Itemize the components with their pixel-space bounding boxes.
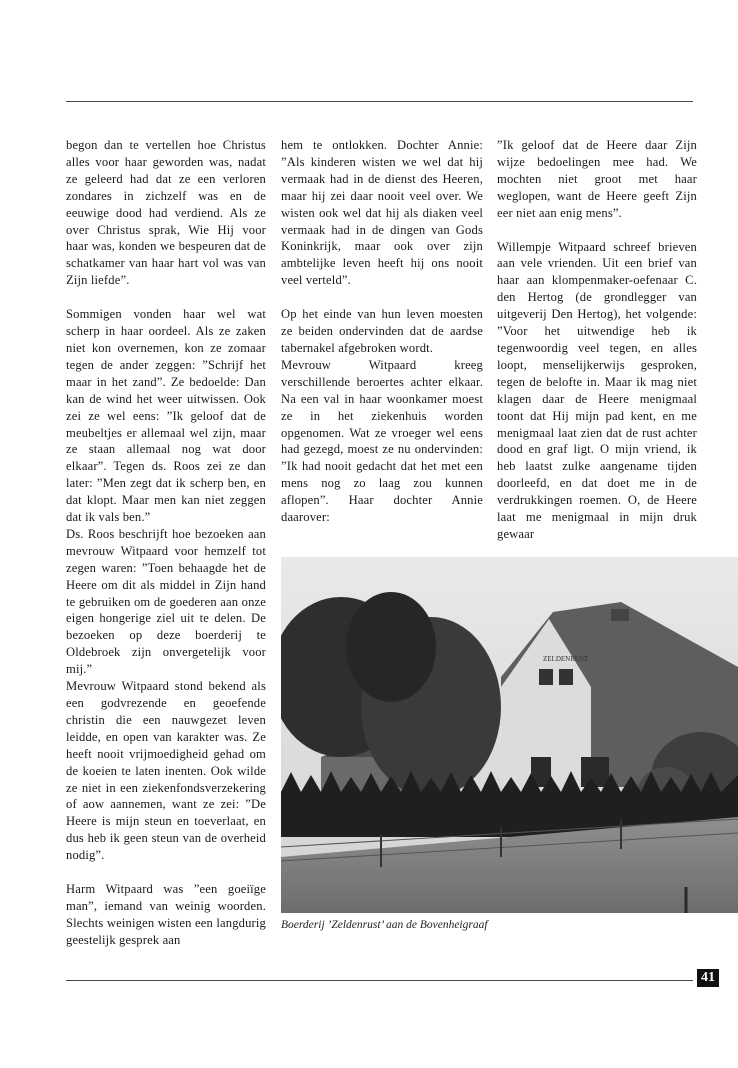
paragraph: Harm Witpaard was ”een goeiïge man”, iemand van weinig woorden. Slechts weinigen wisten een langdurig geestelijk gesprek aan	[66, 882, 266, 947]
page-number: 41	[697, 969, 719, 987]
header-rule	[66, 101, 693, 102]
footer-rule	[66, 980, 693, 981]
farm-sign: ZELDENRUST	[543, 655, 589, 663]
paragraph: Mevrouw Witpaard stond bekend als een godvrezende en geoefende christin die een nauwgezet leven leidde, en open van karakter was. Ze heeft nooit vrijmoedigheid gehad om de koeien te laten inenten. Ook wilde ze niet in een ziekenfondsverzekering of aow aannemen, want ze zei: ”De Heere is mijn steun en toeverlaat, en dus heb ik geen steun van de overheid nodig”.	[66, 679, 266, 863]
paragraph: ”Ik geloof dat de Heere daar Zijn wijze bedoelingen mee had. We mochten niet groot met haar weglopen, want de Heere geeft Zijn eer niet aan enig mens”.	[497, 138, 697, 220]
text-column-2	[281, 137, 483, 526]
farmhouse-photo	[281, 557, 738, 913]
text-column-1	[66, 137, 266, 949]
paragraph: begon dan te vertellen hoe Christus alles voor haar geworden was, nadat ze geleerd had dat ze een verloren zondares in zichzelf was en de eeuwige dood had verdiend. Als ze over Christus sprak, Wie Hij voor haar was, konden we bespeuren dat de schatkamer van haar hart vol was van Zijn liefde”.	[66, 138, 266, 288]
paragraph: Op het einde van hun leven moesten ze beiden ondervinden dat de aardse tabernakel afgebroken wordt.	[281, 307, 483, 355]
paragraph: hem te ontlokken. Dochter Annie: ”Als kinderen wisten we wel dat hij vermaak had in de dienst des Heeren, maar hij zei daar nooit veel over. We wisten ook wel dat hij als diaken veel vermaak had in de dingen van Gods Koninkrijk, maar ook over zijn ambtelijke leven heeft hij ons nooit veel verteld”.	[281, 138, 483, 288]
paragraph: Mevrouw Witpaard kreeg verschillende beroertes achter elkaar. Na een val in haar woonkamer moest ze in het ziekenhuis worden opgenomen. Wat ze vroeger wel eens had gezegd, moest ze nu ondervinden: ”Ik had nooit gedacht dat het met een mens nog zo laag zou kunnen aflopen”. Haar dochter Annie daarover:	[281, 357, 483, 525]
paragraph: Sommigen vonden haar wel wat scherp in haar oordeel. Als ze zaken niet kon overnemen, kon ze zomaar tegen de ander zeggen: ”Schrijf het maar in het zand”. Ze bedoelde: Dan kan de wind het weer uitwissen. Ook zei ze wel eens: ”Ik geloof dat de meubeltjes er allemaal wel zijn, maar ze staan allemaal nog wat door elkaar”. Tegen ds. Roos zei ze dan later: ”Men zegt dat ik scherp ben, en dat klopt. Maar men kan niet zeggen dat ik vals ben.”	[66, 307, 266, 525]
text-column-3	[497, 137, 697, 543]
photo-caption: Boerderij ’Zeldenrust’ aan de Bovenheigraaf	[281, 919, 488, 931]
paragraph: Willempje Witpaard schreef brieven aan vele vrienden. Uit een brief van haar aan klompenmaker-oefenaar C. den Hertog (de grondlegger van uitgeverij Den Hertog), het volgende: ”Voor het uitwendige heb ik tegenwoordig veel tegen, en alles loopt, menselijkerwijs gesproken, tegen de belofte in. Maar ik mag niet klagen daar de Heere menigmaal toont dat Hij mijn pad kent, en me menigmaal laat zien dat de rust achter dood en graf ligt. O mijn vriend, ik heb laatst zulke aangename tijden doorleefd, en dat doet me in de verdrukkingen roemen. O, de Heere laat me menigmaal in mijn druk gewaar	[497, 239, 697, 541]
paragraph: Ds. Roos beschrijft hoe bezoeken aan mevrouw Witpaard voor hemzelf tot zegen waren: ”Toen behaagde het de Heere om dit als middel in Zijn hand te gebruiken om de goederen aan onze eigen hongerige ziel uit te delen. De bezoeken op deze boerderij te Oldebroek zijn onvergetelijk voor mij.”	[66, 526, 266, 677]
